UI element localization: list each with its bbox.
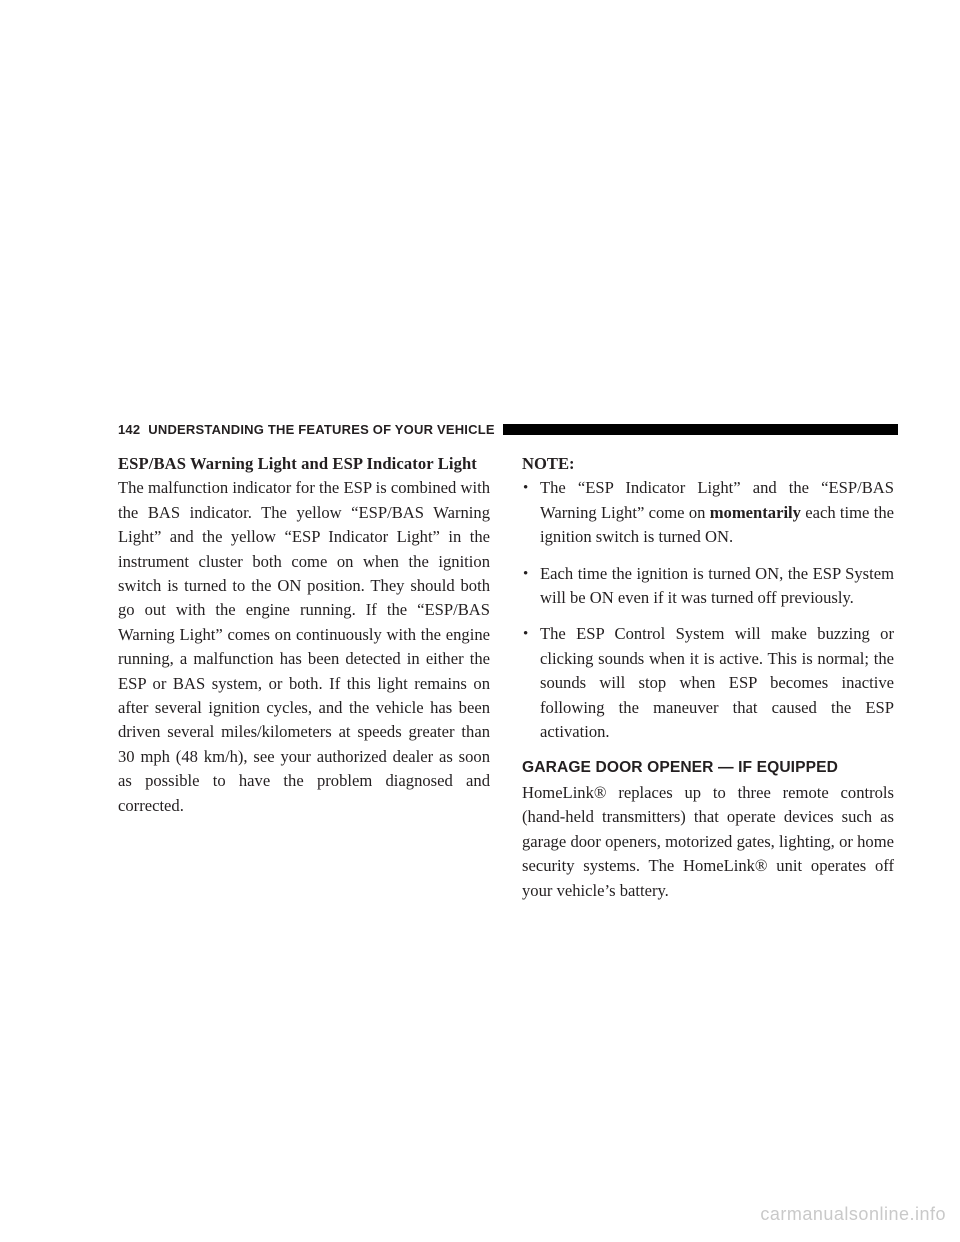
esp-bas-paragraph: The malfunction indicator for the ESP is combined with the BAS indicator. The yellow “ESP/BAS Warning Light” and the yellow “ESP Indicator Light” in the instrument cluster both come on when the ignition switch is turned to the ON position. They should both go out with the engine running. If the “ESP/BAS Warning Light” comes on continuously with the engine running, a malfunction has been detected in either the ESP or BAS system, or both. If this light remains on after several ignition cycles, and the vehicle has been driven several miles/kilometers at speeds greater than 30 mph (48 km/h), see your authorized dealer as soon as possible to have the problem diagnosed and corrected. — [118, 478, 490, 815]
bullet-icon: • — [523, 480, 529, 497]
homelink-paragraph: HomeLink® replaces up to three remote controls (hand-held transmitters) that operate devices such as garage door openers, motorized gates, lighting, or home security systems. The HomeLink® unit operates off your vehicle’s battery. — [522, 782, 894, 900]
note-label: NOTE: — [522, 454, 575, 473]
left-column — [118, 452, 490, 818]
bullet-text: The ESP Control System will make buzzing or clicking sounds when it is active. This is normal; the sounds will stop when ESP becomes inactive following the maneuver that caused the ESP activation. — [540, 624, 894, 742]
garage-door-heading: GARAGE DOOR OPENER — IF EQUIPPED — [522, 759, 838, 777]
note-bullet-item — [522, 622, 894, 744]
note-bullet-item — [522, 476, 894, 549]
bullet-text-before: The “ESP Indicator Light” and the “ESP/BAS Warning Light” come on — [540, 478, 894, 522]
page-number: 142 — [118, 421, 141, 437]
bullet-text: Each time the ignition is turned ON, the ESP System will be ON even if it was turned off previously. — [540, 563, 894, 608]
note-bullet-item — [522, 562, 894, 611]
right-column — [522, 452, 894, 903]
bullet-icon: • — [523, 626, 529, 643]
note-bullet-list — [522, 476, 894, 744]
page-header — [118, 420, 898, 438]
esp-bas-heading: ESP/BAS Warning Light and ESP Indicator Light — [118, 454, 477, 473]
header-rule — [503, 424, 898, 435]
bullet-text-after: each time the ignition switch is turned ON. — [540, 502, 894, 547]
running-section-title: UNDERSTANDING THE FEATURES OF YOUR VEHICLE — [148, 421, 495, 437]
bullet-emphasis: momentarily — [709, 502, 801, 522]
watermark-text: carmanualsonline.info — [760, 1204, 946, 1224]
bullet-icon: • — [523, 565, 529, 582]
